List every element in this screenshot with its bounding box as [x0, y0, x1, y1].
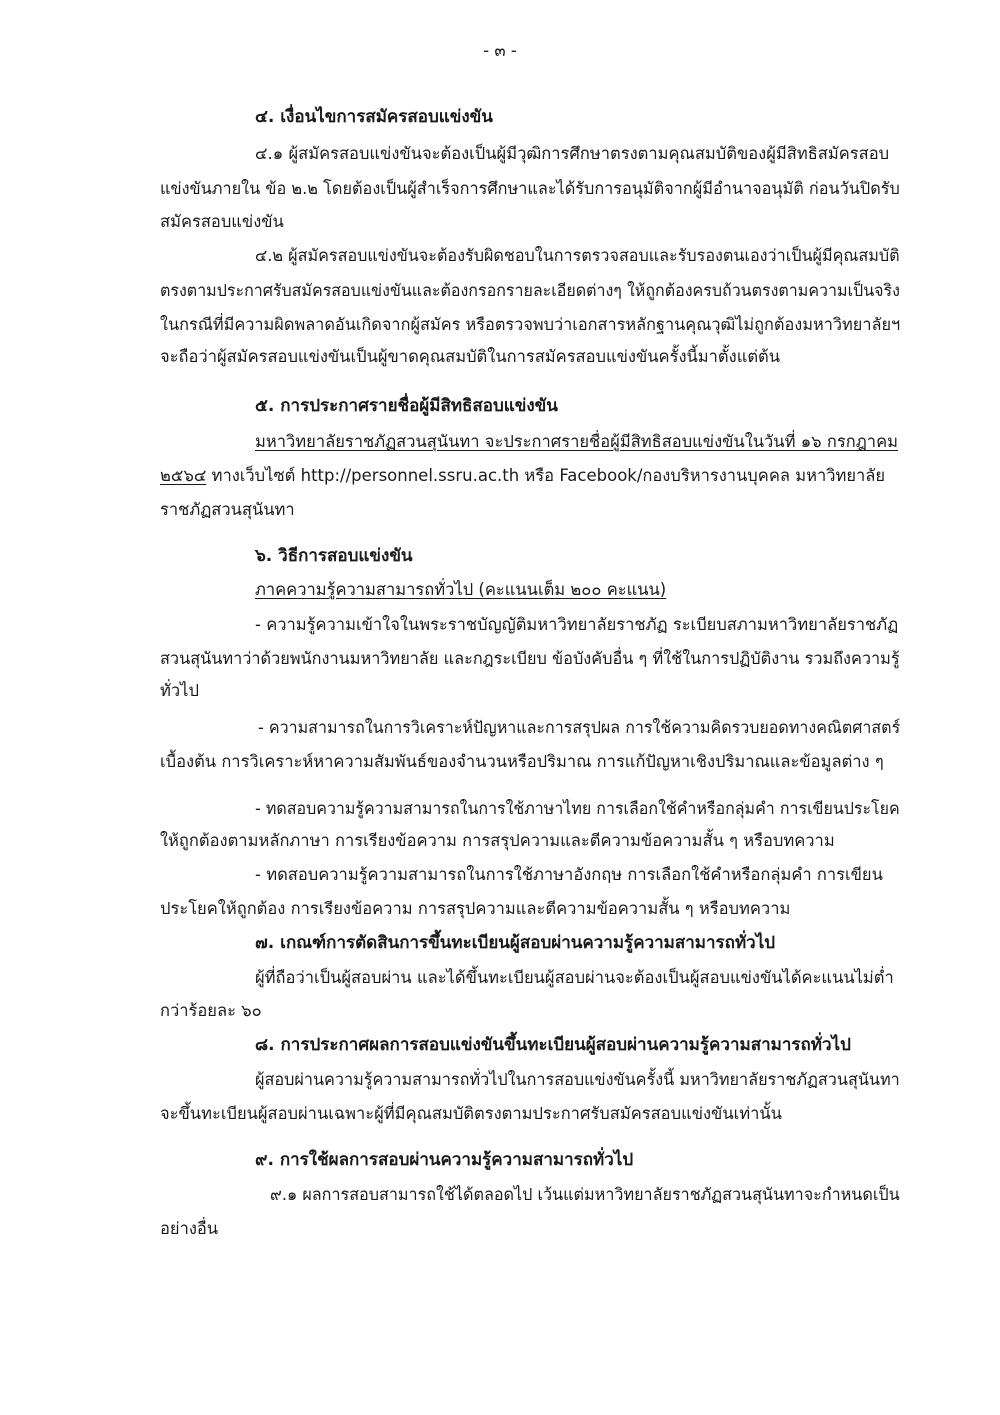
section-5-line-2	[160, 465, 885, 487]
section-9-1-line-2: อย่างอื่น	[160, 1219, 219, 1238]
section-4-1-line-2: แข่งขันภายใน ข้อ ๒.๒ โดยต้องเป็นผู้สำเร็จการศึกษาและได้รับการอนุมัติจากผู้มีอำนาจอนุมัติ ก่อนวันปิดรับ	[160, 179, 900, 198]
section-4-1-line-3: สมัครสอบแข่งขัน	[160, 212, 284, 231]
section-7-line-2: กว่าร้อยละ ๖๐	[160, 1001, 262, 1020]
section-6-bullet-4-line-2: ประโยคให้ถูกต้อง การเรียงข้อความ การสรุปความและตีความข้อความสั้น ๆ หรือบทความ	[160, 899, 791, 918]
section-4-heading: ๔. เงื่อนไขการสมัครสอบแข่งขัน	[255, 107, 493, 127]
page-number: - ๓ -	[483, 41, 517, 60]
section-4-2-line-4: จะถือว่าผู้สมัครสอบแข่งขันเป็นผู้ขาดคุณสมบัติในการสมัครสอบแข่งขันครั้งนี้มาตั้งแต่ต้น	[160, 347, 781, 366]
section-5-heading: ๕. การประกาศรายชื่อผู้มีสิทธิสอบแข่งขัน	[255, 396, 558, 416]
section-6-subheading: ภาคความรู้ความสามารถทั่วไป (คะแนนเต็ม ๒๐๐ คะแนน)	[255, 580, 667, 599]
section-4-2-line-1: ๔.๒ ผู้สมัครสอบแข่งขันจะต้องรับผิดชอบในการตรวจสอบและรับรองตนเองว่าเป็นผู้มีคุณสมบัติ	[255, 246, 900, 265]
section-8-heading: ๘. การประกาศผลการสอบแข่งขันขึ้นทะเบียนผู้สอบผ่านความรู้ความสามารถทั่วไป	[255, 1035, 851, 1055]
section-6-bullet-2-line-1: - ความสามารถในการวิเคราะห์ปัญหาและการสรุปผล การใช้ความคิดรวบยอดทางคณิตศาสตร์	[258, 718, 901, 737]
section-6-heading: ๖. วิธีการสอบแข่งขัน	[255, 546, 413, 566]
section-6-bullet-3-line-1: - ทดสอบความรู้ความสามารถในการใช้ภาษาไทย การเลือกใช้คำหรือกลุ่มคำ การเขียนประโยค	[255, 799, 900, 818]
announcement-year: ๒๕๖๔	[160, 466, 207, 485]
section-8-line-2: จะขึ้นทะเบียนผู้สอบผ่านเฉพาะผู้ที่มีคุณสมบัติตรงตามประกาศรับสมัครสอบแข่งขันเท่านั้น	[160, 1104, 782, 1123]
section-9-1-line-1: ๙.๑ ผลการสอบสามารถใช้ได้ตลอดไป เว้นแต่มหาวิทยาลัยราชภัฏสวนสุนันทาจะกำหนดเป็น	[270, 1185, 900, 1204]
section-6-bullet-1-line-2: สวนสุนันทาว่าด้วยพนักงานมหาวิทยาลัย และกฎระเบียบ ข้อบังคับอื่น ๆ ที่ใช้ในการปฏิบัติงาน รวมถึงความรู้	[160, 649, 900, 668]
section-8-line-1: ผู้สอบผ่านความรู้ความสามารถทั่วไปในการสอบแข่งขันครั้งนี้ มหาวิทยาลัยราชภัฏสวนสุนันทา	[255, 1070, 900, 1089]
section-4-2-line-3: ในกรณีที่มีความผิดพลาดอันเกิดจากผู้สมัคร หรือตรวจพบว่าเอกสารหลักฐานคุณวุฒิไม่ถูกต้องมหาวิทยาลัยฯ	[160, 315, 901, 334]
section-6-bullet-3-line-2: ให้ถูกต้องตามหลักภาษา การเรียงข้อความ การสรุปความและตีความข้อความสั้น ๆ หรือบทความ	[160, 831, 835, 850]
section-7-line-1: ผู้ที่ถือว่าเป็นผู้สอบผ่าน และได้ขึ้นทะเบียนผู้สอบผ่านจะต้องเป็นผู้สอบแข่งขันได้คะแนนไม่ต่ำ	[255, 968, 894, 987]
section-6-bullet-2-line-2: เบื้องต้น การวิเคราะห์หาความสัมพันธ์ของจำนวนหรือปริมาณ การแก้ปัญหาเชิงปริมาณและข้อมูลต่าง ๆ	[160, 752, 884, 771]
section-5-line-3: ราชภัฏสวนสุนันทา	[160, 500, 295, 519]
announcement-channels: ทางเว็บไซต์ http://personnel.ssru.ac.th หรือ Facebook/กองบริหารงานบุคคล มหาวิทยาลัย	[206, 466, 886, 485]
section-5-line-1: มหาวิทยาลัยราชภัฏสวนสุนันทา จะประกาศรายชื่อผู้มีสิทธิสอบแข่งขันในวันที่ ๑๖ กรกฎาคม	[255, 432, 898, 451]
section-6-bullet-4-line-1: - ทดสอบความรู้ความสามารถในการใช้ภาษาอังกฤษ การเลือกใช้คำหรือกลุ่มคำ การเขียน	[255, 865, 883, 884]
section-9-heading: ๙. การใช้ผลการสอบผ่านความรู้ความสามารถทั่วไป	[255, 1150, 634, 1170]
section-4-2-line-2: ตรงตามประกาศรับสมัครสอบแข่งขันและต้องกรอกรายละเอียดต่างๆ ให้ถูกต้องครบถ้วนตรงตามความเป็นจริง	[160, 281, 900, 300]
section-6-bullet-1-line-3: ทั่วไป	[160, 681, 199, 700]
section-6-bullet-1-line-1: - ความรู้ความเข้าใจในพระราชบัญญัติมหาวิทยาลัยราชภัฏ ระเบียบสภามหาวิทยาลัยราชภัฏ	[255, 615, 899, 634]
section-7-heading: ๗. เกณฑ์การตัดสินการขึ้นทะเบียนผู้สอบผ่านความรู้ความสามารถทั่วไป	[255, 933, 776, 953]
section-4-1-line-1: ๔.๑ ผู้สมัครสอบแข่งขันจะต้องเป็นผู้มีวุฒิการศึกษาตรงตามคุณสมบัติของผู้มีสิทธิสมัครสอบ	[255, 144, 890, 163]
